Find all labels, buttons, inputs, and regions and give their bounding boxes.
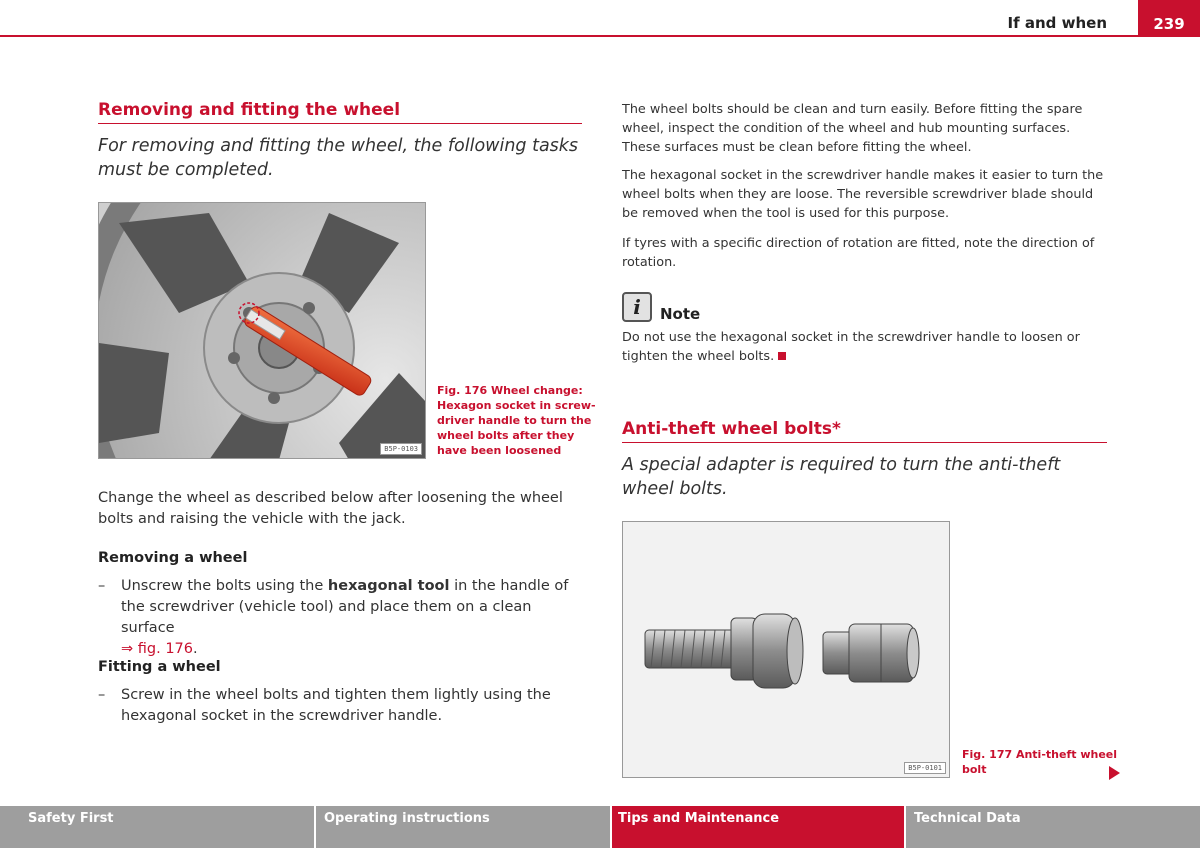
- rotation-direction-paragraph: If tyres with a specific direction of rotation are fitted, note the direction of rotation.: [622, 236, 1095, 270]
- fitting-wheel-step: – Screw in the wheel bolts and tighten them lightly using the hexagonal socket in the screwdriver handle.: [98, 687, 551, 724]
- header-rule: [0, 35, 1200, 37]
- figure-code: B5P-0101: [904, 762, 946, 774]
- removing-wheel-heading: Removing a wheel: [98, 550, 248, 566]
- note-heading: Note: [660, 305, 701, 323]
- figure-176-wheel-change: [98, 202, 426, 459]
- tab-technical-data[interactable]: Technical Data: [906, 806, 1200, 848]
- end-marker: [778, 352, 786, 360]
- dash-bullet: –: [98, 578, 106, 594]
- section-heading-anti-theft: Anti-theft wheel bolts*: [622, 419, 1107, 443]
- caption-line: Hexagon socket in screw-: [437, 399, 596, 412]
- next-page-arrow-icon[interactable]: [1109, 766, 1120, 780]
- section-heading-removing-fitting: Removing and fitting the wheel: [98, 100, 582, 124]
- caption-line: wheel bolts after they: [437, 429, 575, 442]
- hex-socket-paragraph: The hexagonal socket in the screwdriver handle makes it easier to turn the wheel bolts when they are loose. The reversible screwdriver blade should be removed when the tool is used for this purpose.: [622, 168, 1104, 221]
- fitting-wheel-heading: Fitting a wheel: [98, 659, 221, 675]
- note-text: Do not use the hexagonal socket in the screwdriver handle to loosen or tighten the wheel bolts.: [622, 330, 1080, 364]
- caption-line: Fig. 177 Anti-theft wheel: [962, 748, 1118, 761]
- caption-line: bolt: [962, 763, 987, 776]
- tab-safety-first[interactable]: Safety First: [0, 806, 314, 848]
- section-intro: For removing and fitting the wheel, the following tasks must be completed.: [98, 136, 579, 180]
- figure-176-link[interactable]: ⇒ fig. 176: [121, 641, 193, 657]
- caption-line: driver handle to turn the: [437, 414, 592, 427]
- anti-theft-intro: A special adapter is required to turn the anti-theft wheel bolts.: [622, 455, 1061, 499]
- figure-177-anti-theft-bolt: [622, 521, 950, 778]
- figure-code: B5P-0103: [380, 443, 422, 455]
- caption-line: Fig. 176 Wheel change:: [437, 384, 583, 397]
- anti-theft-bolt-illustration: [623, 522, 950, 778]
- caption-line: have been loosened: [437, 444, 562, 457]
- page-number: 239: [1138, 0, 1200, 37]
- wheel-illustration: [99, 203, 426, 459]
- removing-wheel-step: – Unscrew the bolts using the hexagonal tool in the handle of the screwdriver (vehicle tool) and place them on a clean surface ⇒ fig. 176.: [98, 578, 569, 657]
- figure-177-caption: [962, 747, 1122, 777]
- chapter-title: If and when: [1007, 14, 1107, 32]
- footer-nav: [0, 806, 1200, 848]
- tab-tips-and-maintenance[interactable]: Tips and Maintenance: [612, 806, 904, 848]
- figure-176-caption: [437, 383, 597, 458]
- wheel-change-paragraph: Change the wheel as described below after loosening the wheel bolts and raising the vehicle with the jack.: [98, 490, 563, 527]
- tab-operating-instructions[interactable]: Operating instructions: [316, 806, 610, 848]
- bolts-clean-paragraph: The wheel bolts should be clean and turn easily. Before fitting the spare wheel, inspect the condition of the wheel and hub mounting surfaces. These surfaces must be clean before fitting the wheel.: [622, 102, 1083, 155]
- dash-bullet: –: [98, 687, 106, 703]
- info-icon: i: [622, 292, 652, 322]
